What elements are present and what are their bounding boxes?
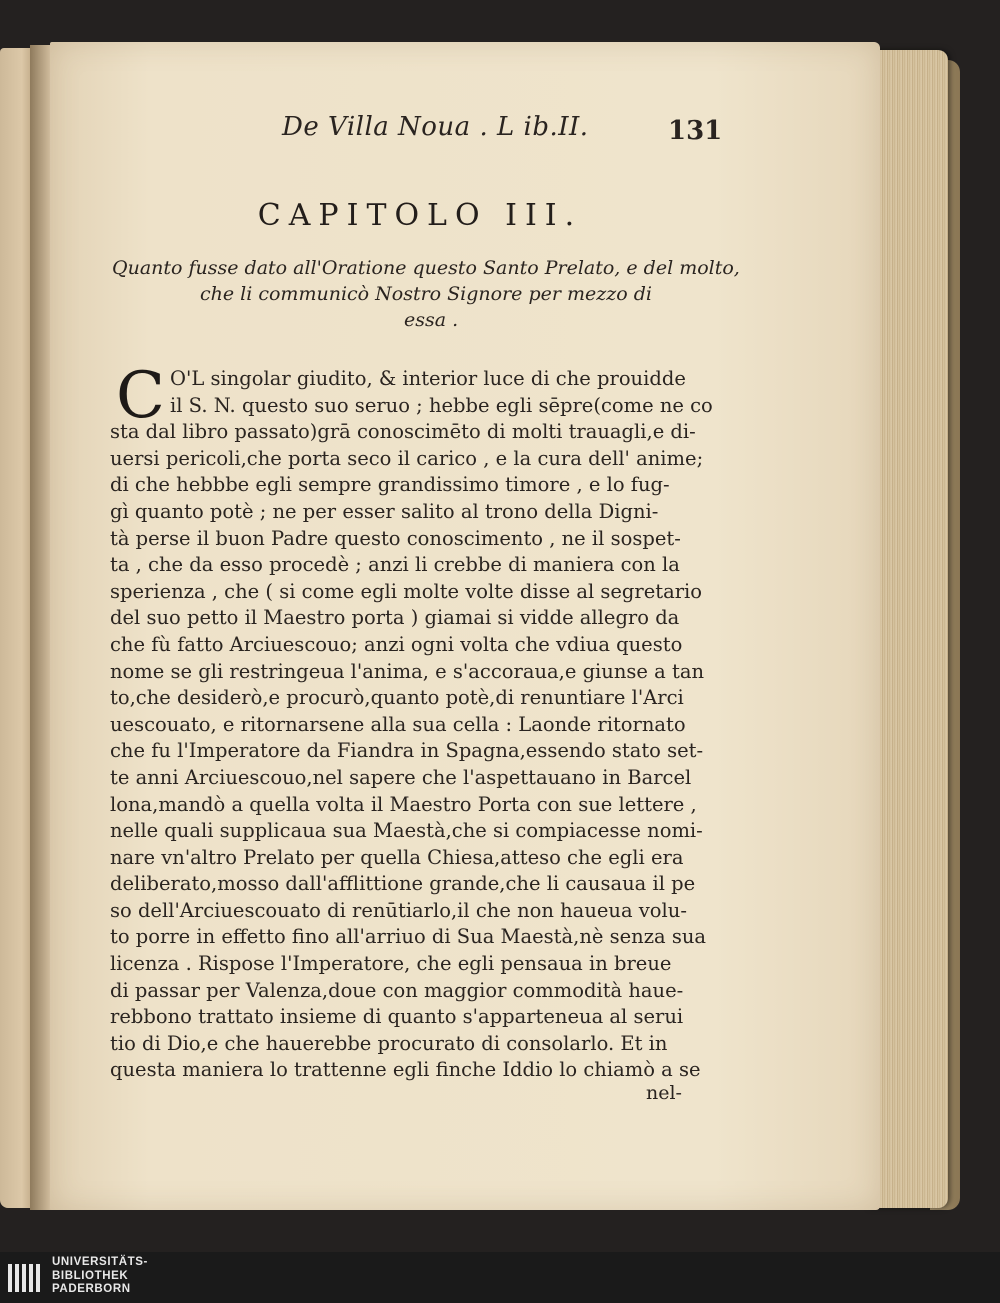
body-line: lona,mandò a quella volta il Maestro Porta con sue lettere , bbox=[110, 792, 697, 816]
drop-cap: C bbox=[116, 359, 165, 433]
subtitle-line: essa . bbox=[404, 309, 459, 331]
body-line: che fù fatto Arciuescouo; anzi ogni volta che vdiua questo bbox=[110, 632, 683, 656]
body-line: tà perse il buon Padre questo conoscimento , ne il sospet- bbox=[110, 526, 681, 550]
body-line: di passar per Valenza,doue con maggior commodità haue- bbox=[110, 978, 684, 1002]
subtitle-line: che li communicò Nostro Signore per mezzo di bbox=[200, 283, 652, 305]
running-head: De Villa Noua . L ib.II. bbox=[282, 112, 589, 142]
body-line: rebbono trattato insieme di quanto s'apparteneua al serui bbox=[110, 1005, 684, 1029]
body-line: sta dal libro passato)grā conoscimēto di molti trauagli,e di- bbox=[110, 420, 696, 444]
body-line: nelle quali supplicaua sua Maestà,che si compiacesse nomi- bbox=[110, 819, 703, 843]
body-line: gì quanto potè ; ne per esser salito al trono della Digni- bbox=[110, 499, 659, 523]
body-line: il S. N. questo suo seruo ; hebbe egli sēpre(come ne co bbox=[170, 393, 713, 417]
body-line: nome se gli restringeua l'anima, e s'accoraua,e giunse a tan bbox=[110, 659, 704, 683]
chapter-title: CAPITOLO III. bbox=[257, 198, 583, 233]
body-line: licenza . Rispose l'Imperatore, che egli pensaua in breue bbox=[110, 952, 672, 976]
library-name-line: BIBLIOTHEK bbox=[52, 1269, 129, 1282]
library-name bbox=[52, 1256, 148, 1297]
body-line: to porre in effetto fino all'arriuo di Sua Maestà,nè senza sua bbox=[110, 925, 707, 949]
body-line: O'L singolar giudito, & interior luce di che prouidde bbox=[170, 367, 686, 390]
body-line: uersi pericoli,che porta seco il carico , e la cura dell' anime; bbox=[110, 446, 704, 470]
catchword: nel- bbox=[646, 1082, 682, 1104]
body-text bbox=[110, 359, 750, 1084]
body-line: deliberato,mosso dall'afflittione grande,che li causaua il pe bbox=[110, 872, 696, 896]
body-line: te anni Arciuescouo,nel sapere che l'aspettauano in Barcel bbox=[110, 765, 692, 789]
body-line: questa maniera lo trattenne egli finche Iddio lo chiamò a se bbox=[110, 1058, 701, 1082]
library-name-line: PADERBORN bbox=[52, 1283, 131, 1295]
body-line: che fu l'Imperatore da Fiandra in Spagna,essendo stato set- bbox=[110, 739, 704, 763]
library-name-line: UNIVERSITÄTS- bbox=[52, 1256, 148, 1268]
body-line: nare vn'altro Prelato per quella Chiesa,atteso che egli era bbox=[110, 845, 684, 869]
body-line: to,che desiderò,e procurò,quanto potè,di renuntiare l'Arci bbox=[110, 686, 684, 710]
body-line: di che hebbbe egli sempre grandissimo timore , e lo fug- bbox=[110, 473, 670, 497]
library-footer bbox=[0, 1252, 1000, 1303]
body-line: sperienza , che ( si come egli molte volte disse al segretario bbox=[110, 579, 703, 603]
body-line: so dell'Arciuescouato di renūtiarlo,il che non haueua volu- bbox=[110, 898, 687, 922]
body-line: tio di Dio,e che hauerebbe procurato di consolarlo. Et in bbox=[110, 1031, 668, 1055]
body-line: ta , che da esso procedè ; anzi li crebbe di maniera con la bbox=[110, 553, 680, 577]
body-line: del suo petto il Maestro porta ) giamai si vidde allegro da bbox=[110, 606, 680, 630]
page-block-edges bbox=[868, 50, 948, 1208]
subtitle-line: Quanto fusse dato all'Oratione questo Santo Prelato, e del molto, bbox=[112, 257, 740, 279]
body-line: uescouato, e ritornarsene alla sua cella : Laonde ritornato bbox=[110, 712, 686, 736]
page-number: 131 bbox=[668, 116, 723, 146]
chapter-subtitle bbox=[112, 255, 762, 333]
library-logo-icon bbox=[6, 1260, 42, 1296]
